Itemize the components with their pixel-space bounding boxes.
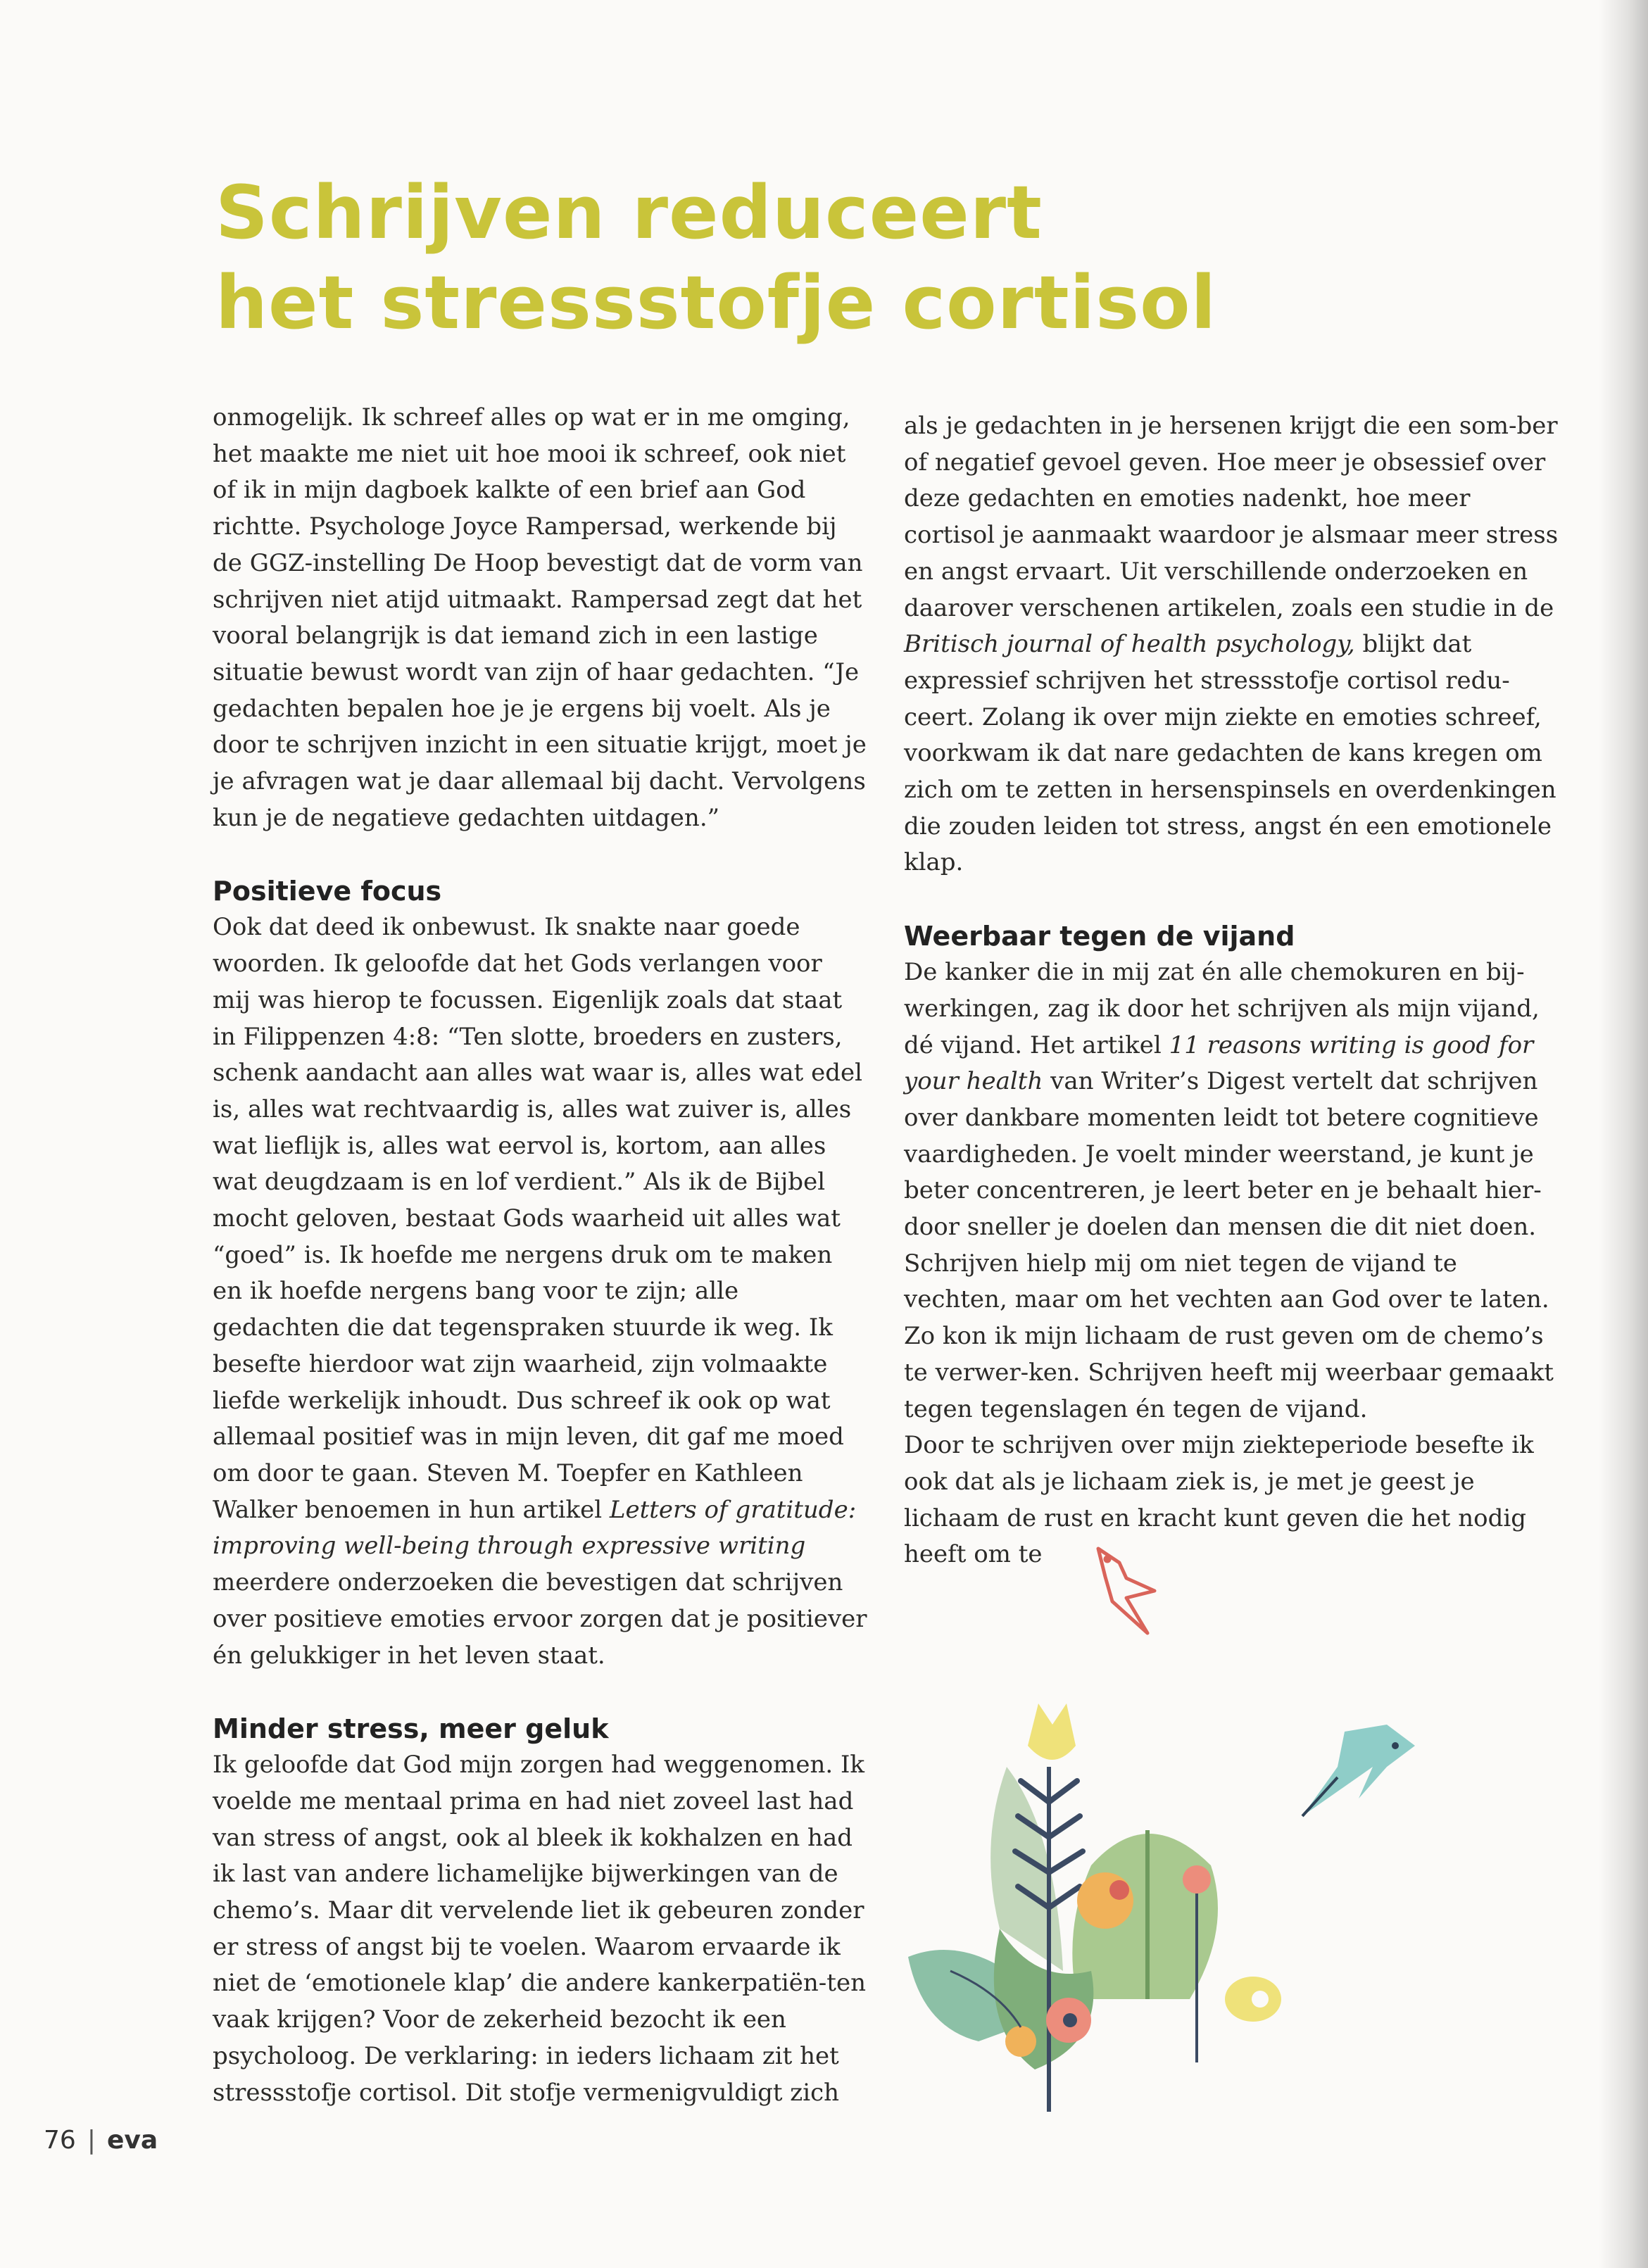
right-column <box>904 408 1559 1573</box>
left-column <box>213 400 867 2111</box>
paragraph-text: als je gedachten in je hersenen krijgt die een som-ber of negatief gevoel geven. Hoe meer je obsessief over deze gedachten en emoties nadenkt, hoe meer cortisol je aanmaakt waardoor je alsmaar meer stress en angst ervaart. Uit verschillende onderzoeken en daarover verschenen artikelen, zoals een studie in de <box>904 412 1559 622</box>
paragraph: onmogelijk. Ik schreef alles op wat er in me omging, het maakte me niet uit hoe mooi ik schreef, ook niet of ik in mijn dagboek kalkte of een brief aan God richtte. Psychologe Joyce Rampersad, werkende bij de GGZ-instelling De Hoop bevestigt dat de vorm van schrijven niet atijd uitmaakt. Rampersad zegt dat het vooral belangrijk is dat iemand zich in een lastige situatie bewust wordt van zijn of haar gedachten. “Je gedachten bepalen hoe je je ergens bij voelt. Als je door te schrijven inzicht in een situatie krijgt, moet je je afvragen wat je daar allemaal bij dacht. Vervolgens kun je de negatieve gedachten uitdagen.” <box>213 403 867 832</box>
page-number: 76 <box>44 2126 76 2155</box>
article-reference: 11 reasons writing is good for your health <box>904 1031 1534 1096</box>
section-heading: Weerbaar tegen de vijand <box>904 921 1295 952</box>
journal-reference: Britisch journal of health psychology, <box>904 630 1355 659</box>
paragraph <box>904 408 1559 881</box>
page-footer <box>44 2126 158 2155</box>
title-line-1: Schrijven reduceert <box>215 170 1043 256</box>
page-gutter-shadow <box>1599 0 1648 2268</box>
paragraph-text: Ook dat deed ik onbewust. Ik snakte naar goede woorden. Ik geloofde dat het Gods verlangen voor mij was hierop te focussen. Eigenlijk zoals dat staat in Filippenzen 4:8: “Ten slotte, broeders en zusters, schenk aandacht aan alles wat waar is, alles wat edel is, alles wat rechtvaardig is, alles wat zuiver is, alles wat lieflijk is, alles wat eervol is, kortom, aan alles wat deugdzaam is en lof verdient.” Als ik de Bijbel mocht geloven, bestaat Gods waarheid uit alles wat “goed” is. Ik hoefde me nergens druk om te maken en ik hoefde nergens bang voor te zijn; alle gedachten die dat tegenspraken stuurde ik weg. Ik besefte hierdoor wat zijn waarheid, zijn volmaakte liefde werkelijk inhoudt. Dus schreef ik ook op wat allemaal positief was in mijn leven, dit gaf me moed om door te gaan. Steven M. Toepfer en Kathleen Walker benoemen in hun artikel <box>213 913 862 1524</box>
article-reference: Letters of gratitude: improving well-being through expressive writing <box>213 1495 857 1561</box>
paragraph-text: De kanker die in mij zat én alle chemokuren en bij-werkingen, zag ik door het schrijven als mijn vijand, dé vijand. Het artikel <box>904 958 1540 1059</box>
paragraph-text: meerdere onderzoeken die bevestigen dat schrijven over positieve emoties ervoor zorgen dat je positiever én gelukkiger in het leven staat. <box>213 1568 867 1670</box>
section-heading: Minder stress, meer geluk <box>213 1713 609 1745</box>
magazine-name: eva <box>106 2126 158 2155</box>
flower-bouquet-icon <box>908 1703 1281 2112</box>
bird-icon <box>1302 1725 1415 1816</box>
title-line-2: het stressstofje cortisol <box>215 260 1217 346</box>
flower-illustration <box>894 1535 1499 2168</box>
paragraph-text: blijkt dat expressief schrijven het stressstofje cortisol redu-ceert. Zolang ik over mijn ziekte en emoties schreef, voorkwam ik dat nare gedachten de kans kregen om zich om te zetten in hersenspinsels en overdenkingen die zouden leiden tot stress, angst én een emotionele klap. <box>904 630 1556 877</box>
section-heading: Positieve focus <box>213 876 442 907</box>
article-title <box>215 168 1271 348</box>
paragraph: Door te schrijven over mijn ziekteperiode besefte ik ook dat als je lichaam ziek is, je met je geest je lichaam de rust en kracht kunt geven die het nodig heeft om te <box>904 1431 1534 1569</box>
paragraph <box>904 955 1559 1428</box>
paragraph <box>213 909 867 1674</box>
paragraph-text: van Writer’s Digest vertelt dat schrijven over dankbare momenten leidt tot betere cognitieve vaardigheden. Je voelt minder weerstand, je kunt je beter concentreren, je leert beter en je behaalt hier-door sneller je doelen dan mensen die dit niet doen. Schrijven hielp mij om niet tegen de vijand te vechten, maar om het vechten aan God over te laten. Zo kon ik mijn lichaam de rust geven om de chemo’s te verwer-ken. Schrijven heeft mij weerbaar gemaakt tegen tegenslagen én tegen de vijand. <box>904 1067 1554 1423</box>
paragraph: Ik geloofde dat God mijn zorgen had weggenomen. Ik voelde me mentaal prima en had niet zoveel last had van stress of angst, ook al bleek ik kokhalzen en had ik last van andere lichamelijke bijwerkingen van de chemo’s. Maar dit vervelende liet ik gebeuren zonder er stress of angst bij te voelen. Waarom ervaarde ik niet de ‘emotionele klap’ die andere kankerpatiën-ten vaak krijgen? Voor de zekerheid bezocht ik een psycholoog. De verklaring: in ieders lichaam zit het stressstofje cortisol. Dit stofje vermenigvuldigt zich <box>213 1751 866 2107</box>
footer-separator: | <box>87 2126 96 2155</box>
bird-icon <box>1098 1549 1155 1633</box>
